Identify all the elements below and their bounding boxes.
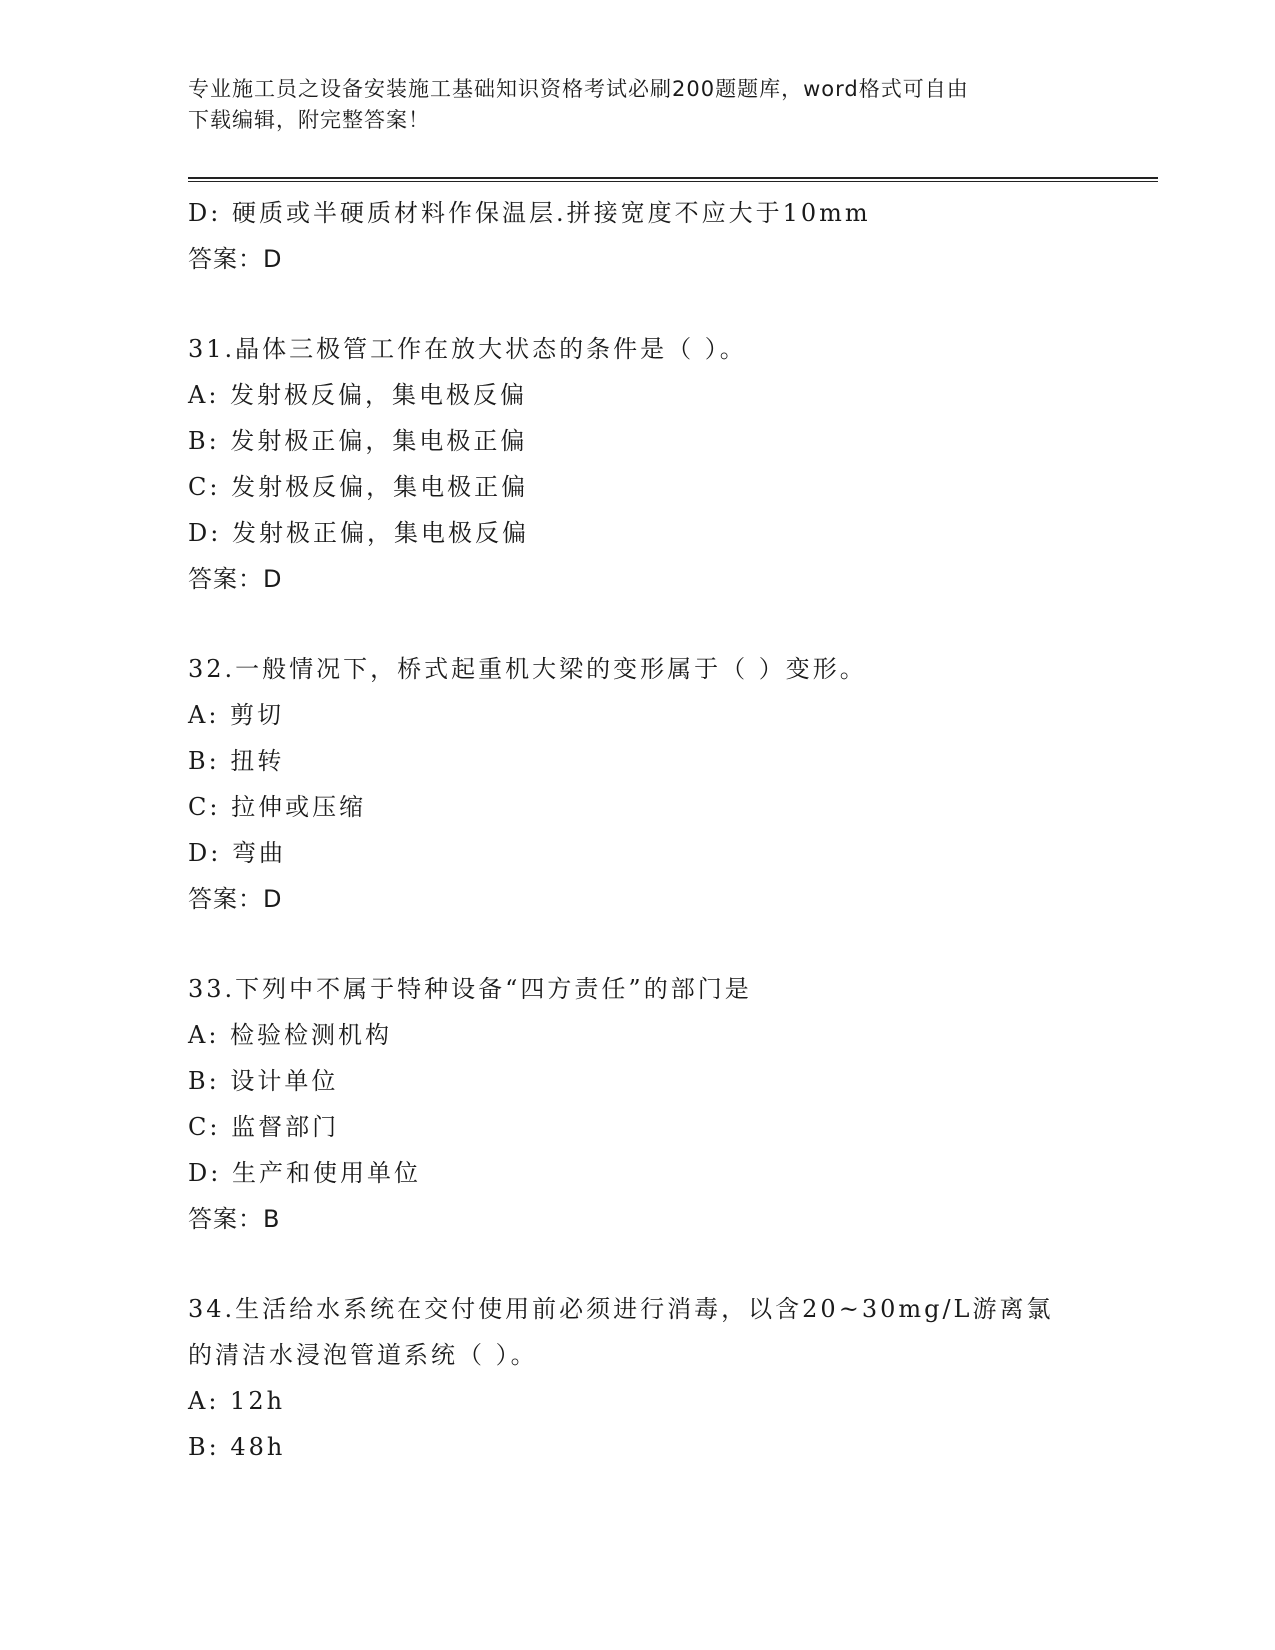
question-text: 32.一般情况下，桥式起重机大梁的变形属于（ ）变形。	[188, 655, 867, 683]
header-line-2: 下载编辑，附完整答案！	[188, 108, 430, 132]
question-text-line-2: 的清洁水浸泡管道系统（ ）。	[188, 1341, 538, 1369]
question-31	[188, 326, 1148, 602]
answer-line: 答案：D	[188, 885, 283, 913]
answer-line: 答案：D	[188, 565, 283, 593]
option-b: B: 48h	[188, 1433, 286, 1461]
option-b: B: 设计单位	[188, 1067, 339, 1095]
option-a: A: 12h	[188, 1387, 286, 1415]
answer-line: 答案：B	[188, 1205, 281, 1233]
spacer	[188, 282, 1148, 326]
question-text-line-1: 34.生活给水系统在交付使用前必须进行消毒，以含20~30mg/L游离氯	[188, 1295, 1054, 1323]
page-header	[188, 74, 1088, 136]
option-a: A: 发射极反偏，集电极反偏	[188, 381, 528, 409]
header-line-1: 专业施工员之设备安装施工基础知识资格考试必刷200题题库，word格式可自由	[188, 77, 969, 101]
question-32	[188, 646, 1148, 922]
spacer	[188, 602, 1148, 646]
option-d: D: 发射极正偏，集电极反偏	[188, 519, 529, 547]
header-divider	[188, 177, 1158, 182]
spacer	[188, 1242, 1148, 1286]
option-a: A: 检验检测机构	[188, 1021, 393, 1049]
spacer	[188, 922, 1148, 966]
question-34	[188, 1286, 1148, 1470]
option-d: D: 弯曲	[188, 839, 286, 867]
option-d: D: 硬质或半硬质材料作保温层.拼接宽度不应大于10mm	[188, 199, 871, 227]
question-text: 31.晶体三极管工作在放大状态的条件是（ ）。	[188, 335, 747, 363]
previous-question-tail	[188, 190, 1148, 282]
document-body	[188, 190, 1148, 1470]
option-a: A: 剪切	[188, 701, 285, 729]
option-c: C: 拉伸或压缩	[188, 793, 367, 821]
option-b: B: 扭转	[188, 747, 285, 775]
question-text: 33.下列中不属于特种设备“四方责任”的部门是	[188, 975, 752, 1003]
answer-line: 答案：D	[188, 245, 283, 273]
option-c: C: 监督部门	[188, 1113, 340, 1141]
option-b: B: 发射极正偏，集电极正偏	[188, 427, 528, 455]
question-33	[188, 966, 1148, 1242]
option-d: D: 生产和使用单位	[188, 1159, 421, 1187]
option-c: C: 发射极反偏，集电极正偏	[188, 473, 529, 501]
